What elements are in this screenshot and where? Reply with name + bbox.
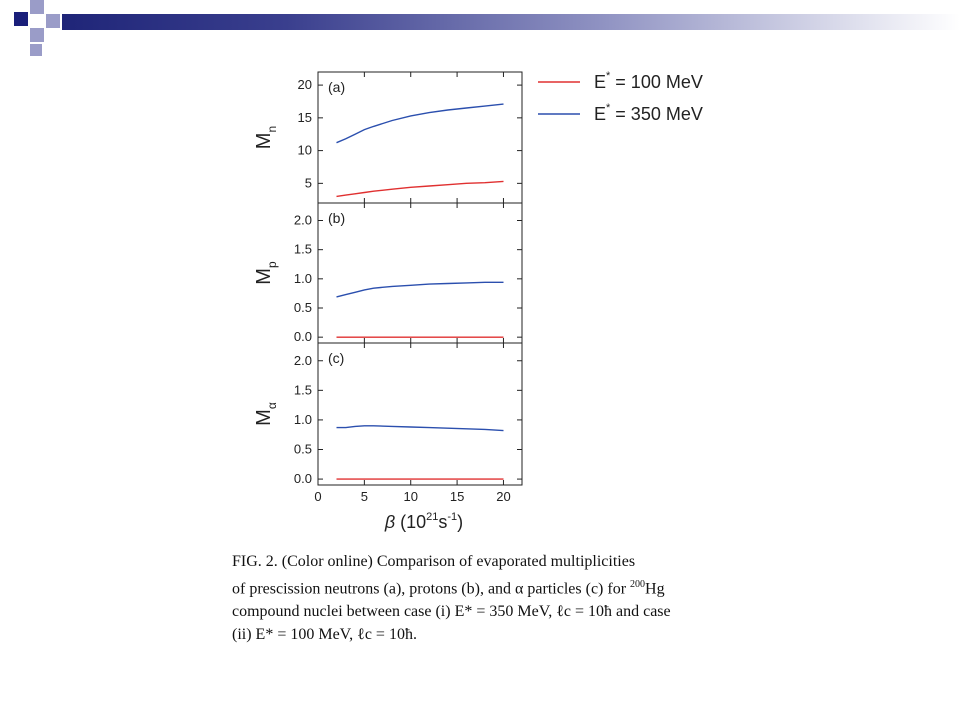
legend-label [594, 102, 703, 124]
legend-item [538, 70, 703, 92]
deco-square-2 [30, 0, 44, 14]
xlabel-sup: 21 [426, 511, 439, 523]
panel-a [253, 72, 522, 203]
panel-tag: (c) [328, 350, 345, 366]
ylabel-main: M [253, 409, 275, 426]
ytick-label: 0.0 [293, 471, 312, 487]
xlabel-sup2: -1 [447, 511, 458, 523]
caption-line-2a: of prescission neutrons (a), protons (b), and α particles (c) for [232, 580, 631, 598]
legend-label-main: E [594, 104, 607, 124]
deco-square-4 [46, 14, 60, 28]
ytick-label: 2.0 [293, 212, 312, 228]
xlabel-close: ) [457, 512, 464, 532]
panel-tag: (a) [328, 79, 346, 95]
xlabel [384, 511, 463, 532]
deco-square-5 [30, 44, 42, 56]
ylabel-sub: n [265, 125, 279, 133]
panel-b [253, 203, 522, 344]
ylabel-main: M [253, 268, 275, 285]
ytick-label: 20 [297, 77, 312, 93]
title-bar-gradient [62, 14, 960, 30]
caption-line-4: (ii) E* = 100 MeV, ℓc = 10ħ. [232, 626, 417, 644]
ytick-label: 0.5 [293, 300, 312, 315]
ytick-label: 2.0 [293, 352, 312, 368]
panel-c [253, 343, 522, 486]
ylabel [253, 402, 279, 426]
ytick-label: 15 [297, 109, 312, 125]
ylabel-sub: α [265, 402, 279, 410]
legend-label-sup: * [606, 102, 611, 114]
xlabel-unit: s [438, 512, 448, 532]
xtick-label: 0 [314, 489, 322, 504]
panel-frame-b [318, 203, 522, 343]
panel-tag: (b) [328, 210, 346, 226]
figure-caption [232, 550, 772, 646]
caption-line-3: compound nuclei between case (i) E* = 350 MeV, ℓc = 10ħ and case [232, 603, 671, 621]
xtick-label: 10 [403, 489, 418, 504]
ylabel-sub: p [265, 261, 279, 269]
caption-line-1: FIG. 2. (Color online) Comparison of evaporated multiplicities [232, 553, 636, 570]
series-line [337, 282, 504, 297]
legend-item [538, 102, 703, 124]
xtick-label: 5 [360, 489, 368, 504]
xtick-label: 15 [449, 489, 465, 504]
xlabel-symbol: β [384, 512, 401, 532]
legend-label [594, 70, 703, 92]
ytick-label: 5 [304, 175, 312, 191]
ytick-label: 10 [297, 142, 312, 158]
ytick-label: 1.5 [293, 241, 312, 257]
xlabel-text: (10 [400, 512, 427, 532]
panel-frame-c [318, 343, 522, 485]
ytick-label: 0.0 [293, 329, 312, 345]
legend-label-rest: = 100 MeV [610, 72, 703, 92]
series-line [337, 104, 504, 143]
deco-square-3 [30, 28, 44, 42]
ytick-label: 0.5 [293, 441, 312, 457]
deco-square-1 [14, 12, 28, 26]
caption-line-2b: Hg [645, 580, 665, 598]
legend-label-rest: = 350 MeV [610, 104, 703, 124]
slide-decoration [0, 0, 80, 60]
xtick-label: 20 [496, 489, 511, 504]
legend-label-sup: * [606, 70, 611, 82]
ytick-label: 1.5 [293, 382, 312, 398]
series-line [337, 181, 504, 196]
caption-line-2 [232, 573, 772, 600]
legend-label-main: E [594, 72, 607, 92]
caption-sup: 200 [630, 579, 646, 590]
ytick-label: 1.0 [293, 411, 312, 427]
ytick-label: 1.0 [293, 270, 312, 286]
series-line [337, 426, 504, 431]
ylabel-main: M [253, 132, 275, 150]
ylabel [253, 126, 279, 149]
multiplicity-figure [240, 60, 760, 540]
ylabel [253, 261, 279, 285]
